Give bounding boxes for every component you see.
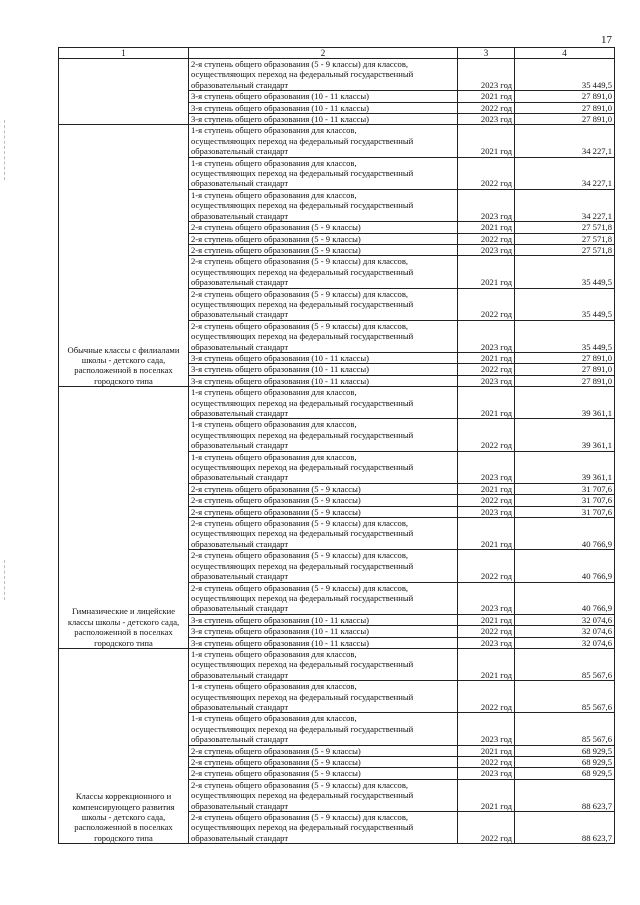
year-cell: 2023 год: [458, 189, 515, 221]
amount-cell: 39 361,1: [515, 451, 615, 483]
education-level-text: образовательный стандарт: [191, 571, 289, 582]
year-cell: 2022 год: [458, 157, 515, 189]
amount-cell: 85 567,6: [515, 681, 615, 713]
education-level-text: 2-я ступень общего образования (5 - 9 классы) для классов,: [191, 59, 409, 69]
education-level-text: образовательный стандарт: [191, 538, 289, 549]
education-level-text: образовательный стандарт: [191, 701, 289, 712]
year-cell: 2021 год: [458, 91, 515, 102]
education-level-cell: [189, 582, 458, 614]
amount-cell: 85 567,6: [515, 648, 615, 680]
year-cell: 2023 год: [458, 451, 515, 483]
education-level-text: 1-я ступень общего образования для классов,: [191, 125, 357, 136]
education-level-cell: [189, 125, 458, 157]
year-cell: 2021 год: [458, 483, 515, 494]
education-level-cell: [189, 745, 458, 756]
education-level-text: 3-я ступень общего образования (10 - 11 классы): [191, 364, 370, 375]
year-cell: 2023 год: [458, 114, 515, 125]
amount-cell: 35 449,5: [515, 256, 615, 288]
year-cell: 2023 год: [458, 637, 515, 648]
education-level-text: осуществляющих переход на федеральный государственный: [191, 592, 414, 603]
amount-cell: 31 707,6: [515, 483, 615, 494]
education-level-text: осуществляющих переход на федеральный государственный: [191, 298, 414, 309]
year-cell: 2023 год: [458, 506, 515, 517]
amount-cell: 27 571,8: [515, 233, 615, 244]
education-level-text: 2-я ступень общего образования (5 - 9 классы) для классов,: [191, 320, 409, 331]
education-level-text: осуществляющих переход на федеральный государственный: [191, 560, 414, 571]
education-level-text: образовательный стандарт: [191, 79, 289, 90]
education-level-cell: [189, 222, 458, 233]
education-level-cell: [189, 681, 458, 713]
amount-cell: 27 571,8: [515, 222, 615, 233]
education-level-text: 2-я ступень общего образования (5 - 9 классы) для классов,: [191, 582, 409, 593]
category-cell: Классы коррекционного и компенсирующего развития школы - детского сада, расположенной в поселках городского типа: [59, 648, 189, 843]
year-cell: 2023 год: [458, 320, 515, 352]
education-level-text: осуществляющих переход на федеральный государственный: [191, 429, 414, 440]
education-level-text: 1-я ступень общего образования для классов,: [191, 681, 357, 692]
education-level-text: осуществляющих переход на федеральный государственный: [191, 659, 414, 670]
year-cell: 2021 год: [458, 125, 515, 157]
education-level-cell: [189, 233, 458, 244]
table-row: [59, 387, 615, 419]
education-level-cell: [189, 244, 458, 255]
year-cell: 2022 год: [458, 419, 515, 451]
education-level-text: образовательный стандарт: [191, 603, 289, 614]
education-level-text: 2-я ступень общего образования (5 - 9 классы): [191, 506, 361, 517]
education-level-cell: [189, 102, 458, 113]
tariff-table: [58, 47, 615, 844]
amount-cell: 34 227,1: [515, 189, 615, 221]
header-cell-3: 3: [458, 48, 515, 59]
header-cell-1: 1: [59, 48, 189, 59]
year-cell: 2021 год: [458, 222, 515, 233]
education-level-cell: [189, 157, 458, 189]
page-number: 17: [601, 34, 612, 46]
education-level-cell: [189, 626, 458, 637]
year-cell: 2022 год: [458, 681, 515, 713]
education-level-text: 1-я ступень общего образования для классов,: [191, 419, 357, 430]
year-cell: 2022 год: [458, 102, 515, 113]
year-cell: 2022 год: [458, 288, 515, 320]
amount-cell: 32 074,6: [515, 626, 615, 637]
education-level-text: осуществляющих переход на федеральный государственный: [191, 691, 414, 702]
education-level-cell: [189, 387, 458, 419]
education-level-cell: [189, 375, 458, 386]
education-level-text: 1-я ступень общего образования для классов,: [191, 387, 357, 398]
education-level-text: 2-я ступень общего образования (5 - 9 классы) для классов,: [191, 779, 409, 790]
scan-margin-mark: [4, 560, 6, 600]
education-level-text: 2-я ступень общего образования (5 - 9 классы): [191, 244, 361, 255]
amount-cell: 39 361,1: [515, 419, 615, 451]
year-cell: 2022 год: [458, 495, 515, 506]
education-level-text: 3-я ступень общего образования (10 - 11 классы): [191, 614, 370, 625]
education-level-text: образовательный стандарт: [191, 146, 289, 157]
education-level-cell: [189, 550, 458, 582]
year-cell: 2022 год: [458, 233, 515, 244]
education-level-text: 3-я ступень общего образования (10 - 11 классы): [191, 114, 370, 125]
education-level-text: образовательный стандарт: [191, 210, 289, 221]
year-cell: 2022 год: [458, 757, 515, 768]
education-level-text: 1-я ступень общего образования для классов,: [191, 157, 357, 168]
education-level-text: 3-я ступень общего образования (10 - 11 классы): [191, 91, 370, 102]
year-cell: 2021 год: [458, 387, 515, 419]
education-level-cell: [189, 419, 458, 451]
category-cell: Гимназические и лицейские классы школы - детского сада, расположенной в поселках городского типа: [59, 387, 189, 649]
education-level-text: 2-я ступень общего образования (5 - 9 классы): [191, 233, 361, 244]
amount-cell: 27 891,0: [515, 102, 615, 113]
education-level-text: образовательный стандарт: [191, 341, 289, 352]
education-level-text: 2-я ступень общего образования (5 - 9 классы): [191, 757, 361, 767]
amount-cell: 27 891,0: [515, 375, 615, 386]
year-cell: 2023 год: [458, 768, 515, 779]
education-level-cell: [189, 768, 458, 779]
education-level-cell: [189, 91, 458, 102]
education-level-text: 3-я ступень общего образования (10 - 11 классы): [191, 375, 370, 386]
education-level-cell: [189, 189, 458, 221]
year-cell: 2021 год: [458, 648, 515, 680]
education-level-text: образовательный стандарт: [191, 472, 289, 483]
amount-cell: 31 707,6: [515, 495, 615, 506]
table-row: [59, 125, 615, 157]
year-cell: 2022 год: [458, 364, 515, 375]
education-level-text: 2-я ступень общего образования (5 - 9 классы): [191, 768, 361, 779]
amount-cell: 40 766,9: [515, 518, 615, 550]
education-level-cell: [189, 637, 458, 648]
year-cell: 2021 год: [458, 352, 515, 363]
education-level-text: образовательный стандарт: [191, 440, 289, 451]
year-cell: 2021 год: [458, 745, 515, 756]
year-cell: 2021 год: [458, 779, 515, 811]
education-level-text: 2-я ступень общего образования (5 - 9 классы): [191, 483, 361, 494]
amount-cell: 27 891,0: [515, 364, 615, 375]
amount-cell: 40 766,9: [515, 582, 615, 614]
amount-cell: 85 567,6: [515, 713, 615, 745]
education-level-cell: [189, 648, 458, 680]
amount-cell: 27 891,0: [515, 91, 615, 102]
education-level-text: образовательный стандарт: [191, 734, 289, 745]
amount-cell: 34 227,1: [515, 157, 615, 189]
education-level-cell: [189, 256, 458, 288]
education-level-cell: [189, 451, 458, 483]
education-level-cell: [189, 495, 458, 506]
education-level-text: 2-я ступень общего образования (5 - 9 классы) для классов,: [191, 550, 409, 561]
education-level-text: 2-я ступень общего образования (5 - 9 классы): [191, 495, 361, 506]
education-level-text: осуществляющих переход на федеральный государственный: [191, 790, 414, 801]
education-level-text: осуществляющих переход на федеральный государственный: [191, 168, 414, 179]
education-level-text: 2-я ступень общего образования (5 - 9 классы) для классов,: [191, 256, 409, 267]
amount-cell: 68 929,5: [515, 757, 615, 768]
education-level-cell: [189, 483, 458, 494]
amount-cell: 32 074,6: [515, 614, 615, 625]
scan-margin-mark: [4, 120, 6, 180]
education-level-text: осуществляющих переход на федеральный государственный: [191, 462, 414, 473]
amount-cell: 31 707,6: [515, 506, 615, 517]
education-level-cell: [189, 713, 458, 745]
amount-cell: 27 891,0: [515, 352, 615, 363]
category-cell: Обычные классы с филиалами школы - детского сада, расположенной в поселках городского типа: [59, 125, 189, 387]
education-level-cell: [189, 320, 458, 352]
year-cell: 2021 год: [458, 256, 515, 288]
education-level-text: осуществляющих переход на федеральный государственный: [191, 69, 414, 80]
education-level-text: 3-я ступень общего образования (10 - 11 классы): [191, 626, 370, 637]
year-cell: 2022 год: [458, 626, 515, 637]
amount-cell: 27 891,0: [515, 114, 615, 125]
education-level-text: образовательный стандарт: [191, 408, 289, 418]
education-level-cell: [189, 812, 458, 844]
education-level-text: осуществляющих переход на федеральный государственный: [191, 266, 414, 277]
education-level-cell: [189, 352, 458, 363]
education-level-text: 1-я ступень общего образования для классов,: [191, 451, 357, 462]
education-level-cell: [189, 114, 458, 125]
category-cell: [59, 59, 189, 125]
education-level-text: 2-я ступень общего образования (5 - 9 классы): [191, 745, 361, 756]
education-level-text: осуществляющих переход на федеральный государственный: [191, 331, 414, 342]
education-level-text: 2-я ступень общего образования (5 - 9 классы) для классов,: [191, 288, 409, 299]
education-level-text: 3-я ступень общего образования (10 - 11 классы): [191, 102, 370, 113]
education-level-text: образовательный стандарт: [191, 669, 289, 680]
education-level-text: образовательный стандарт: [191, 309, 289, 320]
amount-cell: 88 623,7: [515, 779, 615, 811]
education-level-cell: [189, 779, 458, 811]
education-level-cell: [189, 518, 458, 550]
education-level-text: 2-я ступень общего образования (5 - 9 классы) для классов,: [191, 518, 409, 529]
header-cell-2: 2: [189, 48, 458, 59]
education-level-text: осуществляющих переход на федеральный государственный: [191, 397, 414, 408]
education-level-text: образовательный стандарт: [191, 800, 289, 811]
education-level-text: 1-я ступень общего образования для классов,: [191, 648, 357, 659]
amount-cell: 35 449,5: [515, 320, 615, 352]
education-level-text: 1-я ступень общего образования для классов,: [191, 189, 357, 200]
year-cell: 2022 год: [458, 812, 515, 844]
amount-cell: 34 227,1: [515, 125, 615, 157]
amount-cell: 88 623,7: [515, 812, 615, 844]
year-cell: 2021 год: [458, 614, 515, 625]
education-level-text: осуществляющих переход на федеральный государственный: [191, 135, 414, 146]
education-level-text: осуществляющих переход на федеральный государственный: [191, 822, 414, 833]
year-cell: 2023 год: [458, 375, 515, 386]
amount-cell: 39 361,1: [515, 387, 615, 419]
education-level-text: 3-я ступень общего образования (10 - 11 классы): [191, 637, 370, 648]
header-cell-4: 4: [515, 48, 615, 59]
year-cell: 2023 год: [458, 582, 515, 614]
education-level-text: осуществляющих переход на федеральный государственный: [191, 528, 414, 539]
education-level-cell: [189, 614, 458, 625]
education-level-cell: [189, 506, 458, 517]
education-level-cell: [189, 59, 458, 91]
education-level-text: образовательный стандарт: [191, 832, 289, 843]
year-cell: 2023 год: [458, 59, 515, 91]
amount-cell: 35 449,5: [515, 288, 615, 320]
education-level-text: 2-я ступень общего образования (5 - 9 классы) для классов,: [191, 812, 409, 823]
education-level-text: осуществляющих переход на федеральный государственный: [191, 723, 414, 734]
amount-cell: 35 449,5: [515, 59, 615, 91]
year-cell: 2021 год: [458, 518, 515, 550]
education-level-cell: [189, 757, 458, 768]
amount-cell: 68 929,5: [515, 768, 615, 779]
amount-cell: 32 074,6: [515, 637, 615, 648]
amount-cell: 68 929,5: [515, 745, 615, 756]
education-level-cell: [189, 288, 458, 320]
education-level-cell: [189, 364, 458, 375]
education-level-text: 1-я ступень общего образования для классов,: [191, 713, 357, 724]
education-level-text: образовательный стандарт: [191, 178, 289, 189]
year-cell: 2023 год: [458, 244, 515, 255]
header-row: [59, 48, 615, 59]
amount-cell: 27 571,8: [515, 244, 615, 255]
table-row: [59, 59, 615, 91]
amount-cell: 40 766,9: [515, 550, 615, 582]
education-level-text: 3-я ступень общего образования (10 - 11 классы): [191, 352, 370, 363]
table-row: [59, 648, 615, 680]
year-cell: 2022 год: [458, 550, 515, 582]
year-cell: 2023 год: [458, 713, 515, 745]
education-level-text: образовательный стандарт: [191, 277, 289, 288]
education-level-text: осуществляющих переход на федеральный государственный: [191, 200, 414, 211]
education-level-text: 2-я ступень общего образования (5 - 9 классы): [191, 222, 361, 233]
